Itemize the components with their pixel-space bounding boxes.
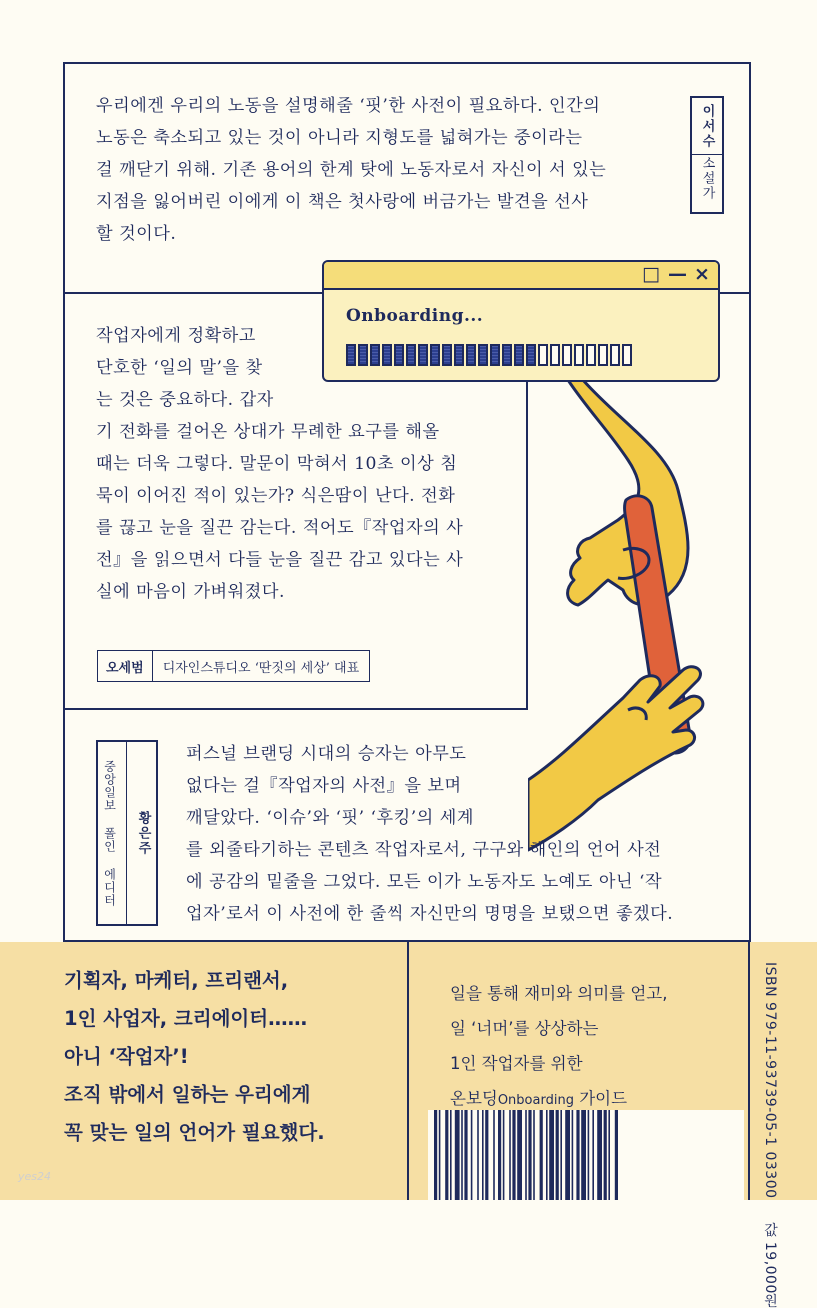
progress-segment <box>526 344 536 366</box>
barcode-bar <box>565 1110 570 1200</box>
author-title: 소설가 <box>699 155 715 201</box>
progress-segment <box>418 344 428 366</box>
onboarding-window <box>322 260 720 382</box>
progress-segment <box>430 344 440 366</box>
divider-middle <box>63 708 528 710</box>
quote-line: 에 공감의 밑줄을 그었다. 모든 이가 노동자도 노예도 아닌 ‘작 <box>186 872 663 892</box>
barcode-bar <box>503 1110 505 1200</box>
barcode-bar <box>608 1110 610 1200</box>
barcode-bar <box>572 1110 574 1200</box>
watermark: yes24 <box>18 1170 52 1183</box>
band-left-text <box>64 962 325 1152</box>
progress-segment <box>466 344 476 366</box>
band-divider-2 <box>748 942 750 1200</box>
barcode-bar <box>592 1110 594 1200</box>
progress-segment <box>514 344 524 366</box>
isbn-block <box>760 962 780 1308</box>
progress-segment <box>406 344 416 366</box>
barcode-bar <box>549 1110 554 1200</box>
barcode-bar <box>560 1110 562 1200</box>
minimize-icon[interactable]: — <box>668 263 687 285</box>
barcode-bar <box>615 1110 618 1200</box>
author-name: 오세범 <box>98 651 153 681</box>
band-english: Onboarding <box>497 1093 574 1108</box>
barcode-bar <box>588 1110 590 1200</box>
barcode-bar <box>546 1110 548 1200</box>
quote-line: 를 끊고 눈을 질끈 감는다. 적어도『작업자의 사 <box>96 518 464 538</box>
barcode-bar <box>525 1110 527 1200</box>
price-text: 값 19,000원 <box>762 1222 778 1308</box>
quote-line: 할 것이다. <box>96 224 177 244</box>
top-quote <box>96 90 606 250</box>
bottom-quote-bottom <box>186 834 673 930</box>
quote-line: 우리에겐 우리의 노동을 설명해줄 ‘핏’한 사전이 필요하다. 인간의 <box>96 96 601 116</box>
quote-line: 묵이 이어진 적이 있는가? 식은땀이 난다. 전화 <box>96 486 456 506</box>
progress-segment <box>586 344 596 366</box>
quote-line: 기 전화를 걸어온 상대가 무례한 요구를 해올 <box>96 422 440 442</box>
isbn-text: ISBN 979-11-93739-05-1 03300 <box>762 962 778 1199</box>
barcode-bar <box>445 1110 448 1200</box>
barcode-bar <box>576 1110 579 1200</box>
progress-segment <box>478 344 488 366</box>
author-title: 중앙일보 폴인 에디터 <box>102 759 117 907</box>
progress-segment <box>442 344 452 366</box>
barcode-bar <box>477 1110 479 1200</box>
band-divider-1 <box>407 942 409 1200</box>
author-title: 디자인스튜디오 ‘딴짓의 세상’ 대표 <box>162 660 360 676</box>
barcode-bar <box>434 1110 437 1200</box>
progress-segment <box>490 344 500 366</box>
progress-segment <box>622 344 632 366</box>
quote-line: 전』을 읽으면서 다들 눈을 질끈 감고 있다는 사 <box>96 550 464 570</box>
barcode-bar <box>556 1110 559 1200</box>
quote-line: 작업자에게 정확하고 <box>96 326 256 346</box>
barcode-bar <box>485 1110 488 1200</box>
barcode-bar <box>464 1110 467 1200</box>
quote-line: 깨달았다. ‘이슈’와 ‘핏’ ‘후킹’의 세계 <box>186 808 474 828</box>
quote-line: 를 외줄타기하는 콘텐츠 작업자로서, 구구와 해인의 언어 사전 <box>186 840 662 860</box>
progress-segment <box>382 344 392 366</box>
barcode-bar <box>455 1110 460 1200</box>
progress-segment <box>394 344 404 366</box>
band-suffix: 가이드 <box>573 1089 628 1108</box>
barcode-bar <box>533 1110 535 1200</box>
barcode-bar <box>581 1110 586 1200</box>
quote-line: 때는 더욱 그렇다. 말문이 막혀서 10초 이상 침 <box>96 454 458 474</box>
maximize-icon[interactable]: □ <box>642 263 660 285</box>
progress-segment <box>358 344 368 366</box>
band-line: 조직 밖에서 일하는 우리에게 <box>64 1083 311 1106</box>
bottom-quote-top <box>186 738 474 834</box>
band-line: 일을 통해 재미와 의미를 얻고, <box>450 984 668 1003</box>
quote-line: 퍼스널 브랜딩 시대의 승자는 아무도 <box>186 744 467 764</box>
quote-line: 노동은 축소되고 있는 것이 아니라 지형도를 넓혀가는 중이라는 <box>96 128 583 148</box>
barcode-bar <box>482 1110 484 1200</box>
quote-line: 단호한 ‘일의 말’을 찾 <box>96 358 263 378</box>
progress-segment <box>370 344 380 366</box>
progress-segment <box>538 344 548 366</box>
quote-line: 걸 깨닫기 위해. 기존 용어의 한계 탓에 노동자로서 자신이 서 있는 <box>96 160 607 180</box>
barcode-bar <box>471 1110 473 1200</box>
quote-line: 지점을 잃어버린 이에게 이 책은 첫사랑에 버금가는 발견을 선사 <box>96 192 589 212</box>
barcode-bar <box>493 1110 495 1200</box>
barcode-bar <box>512 1110 515 1200</box>
band-right-text <box>450 976 668 1118</box>
author-name: 황은주 <box>135 810 151 856</box>
lower-hand-icon <box>528 667 703 850</box>
barcode-bar <box>498 1110 501 1200</box>
progress-segment <box>550 344 560 366</box>
top-author-box <box>690 96 724 214</box>
barcode-bar <box>509 1110 511 1200</box>
barcode-bar <box>439 1110 441 1200</box>
progress-bar <box>346 344 632 366</box>
barcode-bar <box>517 1110 522 1200</box>
window-titlebar <box>324 262 718 290</box>
bottom-author-box <box>96 740 158 926</box>
barcode-bar <box>461 1110 463 1200</box>
barcode-bar <box>604 1110 607 1200</box>
progress-segment <box>454 344 464 366</box>
barcode-bar <box>597 1110 602 1200</box>
barcode-bar <box>528 1110 531 1200</box>
quote-line: 없다는 걸『작업자의 사전』을 보며 <box>186 776 462 796</box>
progress-segment <box>574 344 584 366</box>
quote-line: 업자’로서 이 사전에 한 줄씩 자신만의 명명을 보탰으면 좋겠다. <box>186 904 674 924</box>
quote-line: 는 것은 중요하다. 갑자 <box>96 390 274 410</box>
middle-author-box <box>97 650 370 682</box>
band-line: 1인 작업자를 위한 <box>450 1054 583 1073</box>
author-name: 이서수 <box>699 104 715 150</box>
band-line: 일 ‘너머’를 상상하는 <box>450 1019 599 1038</box>
progress-segment <box>610 344 620 366</box>
band-prefix: 온보딩 <box>450 1089 498 1108</box>
barcode <box>428 1110 744 1200</box>
close-icon[interactable]: × <box>694 263 710 285</box>
quote-line: 실에 마음이 가벼워졌다. <box>96 582 285 602</box>
upper-hand-icon <box>568 380 688 605</box>
author-divider <box>126 742 127 924</box>
band-line: 1인 사업자, 크리에이터…… <box>64 1007 308 1030</box>
window-label: Onboarding... <box>346 306 484 326</box>
band-line: 꼭 맞는 일의 언어가 필요했다. <box>64 1121 325 1144</box>
progress-segment <box>562 344 572 366</box>
progress-segment <box>598 344 608 366</box>
band-line: 아니 ‘작업자’! <box>64 1045 189 1068</box>
progress-segment <box>502 344 512 366</box>
barcode-bar <box>450 1110 452 1200</box>
barcode-bar <box>540 1110 543 1200</box>
band-line: 기획자, 마케터, 프리랜서, <box>64 969 289 992</box>
progress-segment <box>346 344 356 366</box>
